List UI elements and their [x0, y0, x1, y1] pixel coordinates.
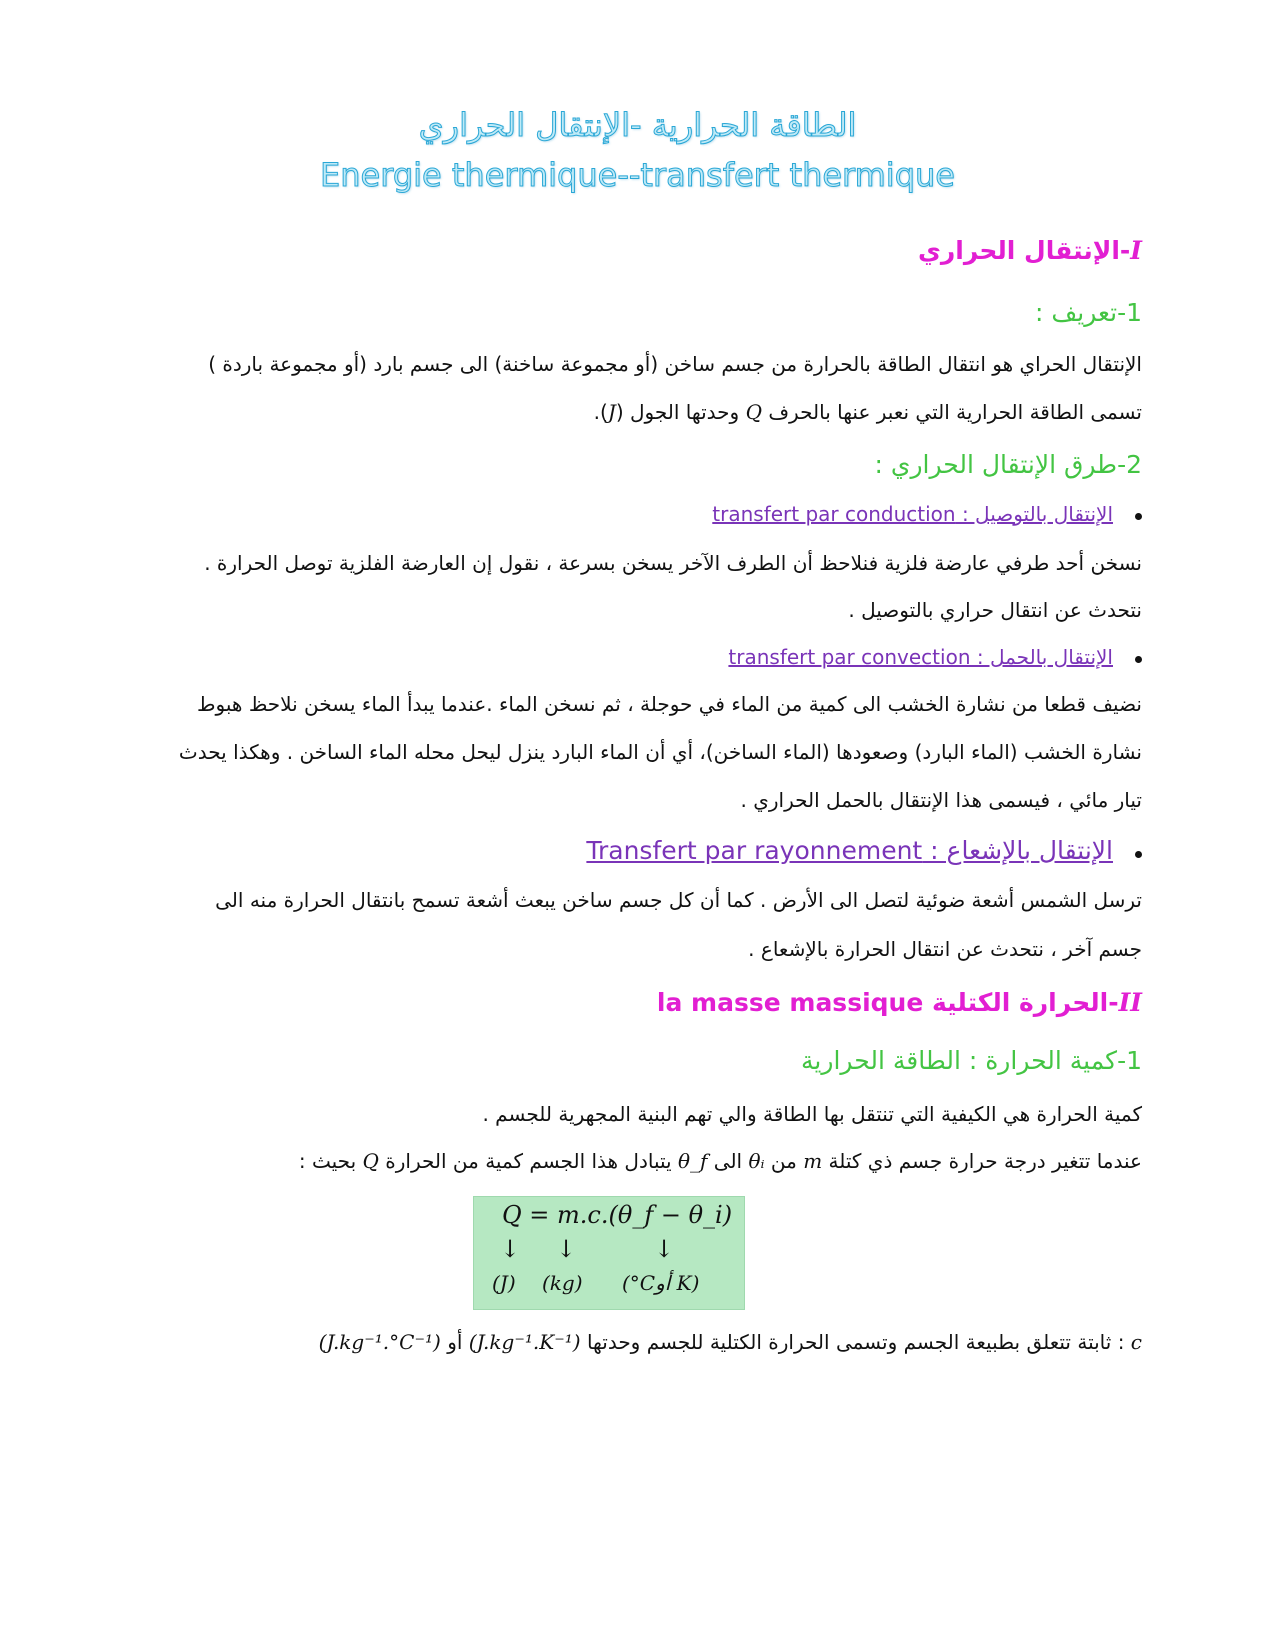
conduction-paragraph-2: نتحدث عن انتقال حراري بالتوصيل . [848, 598, 1142, 622]
heat-text-e: بحيث : [298, 1149, 357, 1173]
document-title [0, 100, 1275, 200]
definition-text-b: وحدتها الجول ( [615, 400, 740, 424]
symbol-c: c [1130, 1330, 1142, 1354]
definition-text-c: ). [593, 400, 608, 424]
heat-formula: Q = m.c.(θ_f − θ_i) [502, 1201, 733, 1229]
title-french: Energie thermique--transfert thermique [320, 156, 955, 194]
definition-line-1: الإنتقال الحراي هو انتقال الطاقة بالحرارة من جسم ساخن (أو مجموعة ساخنة) الى جسم بارد (أو مجموعة باردة ) [208, 352, 1142, 376]
section-1-number: I [1130, 236, 1142, 265]
unit-j-kg-c: (J.kg⁻¹.°C⁻¹) [318, 1330, 441, 1354]
methods-heading: 2-طرق الإنتقال الحراري : [874, 450, 1142, 479]
section-2-title: -الحرارة الكتلية la masse massique [656, 988, 1119, 1017]
title-arabic: الطاقة الحرارية -الإنتقال الحراري [418, 106, 857, 144]
unit-temperature: (°Cأو K) [622, 1271, 700, 1295]
radiation-label: الإنتقال بالإشعاع : Transfert par rayonnement [586, 836, 1113, 865]
definition-line-2 [594, 400, 1142, 424]
heat-text-c: الى [713, 1149, 743, 1173]
bullet-conduction [712, 502, 1142, 526]
symbol-j: J [607, 400, 616, 424]
convection-label: الإنتقال بالحمل : transfert par convection [728, 645, 1113, 669]
radiation-paragraph-2: جسم آخر ، نتحدث عن انتقال الحرارة بالإشعاع . [748, 937, 1142, 961]
symbol-theta-i: θᵢ [748, 1149, 765, 1173]
unit-j-kg-k: (J.kg⁻¹.K⁻¹) [468, 1330, 581, 1354]
radiation-paragraph-1: ترسل الشمس أشعة ضوئية لتصل الى الأرض . كما أن كل جسم ساخن يبعث أشعة تسمح بانتقال الحرارة منه الى [215, 888, 1142, 912]
convection-paragraph-1: نضيف قطعا من نشارة الخشب الى كمية من الماء في حوجلة ، ثم نسخن الماء .عندما يبدأ الماء يسخن نلاحظ هبوط [197, 692, 1142, 716]
or-text: أو [447, 1330, 463, 1354]
heat-paragraph-2 [299, 1149, 1142, 1173]
conduction-paragraph-1: نسخن أحد طرفي عارضة فلزية فنلاحظ أن الطرف الآخر يسخن بسرعة ، نقول إن العارضة الفلزية توصل الحرارة . [204, 551, 1142, 575]
specific-heat-text: : ثابتة تتعلق بطبيعة الجسم وتسمى الحرارة الكتلية للجسم وحدتها [586, 1330, 1125, 1354]
bullet-dot-icon [1135, 851, 1142, 858]
unit-kilogram: (kg) [542, 1271, 583, 1295]
arrow-down-icon: ↓ [654, 1235, 675, 1263]
bullet-convection [728, 645, 1142, 669]
section-1-title: -الإنتقال الحراري [917, 236, 1131, 265]
bullet-dot-icon [1135, 513, 1142, 520]
convection-paragraph-3: تيار مائي ، فيسمى هذا الإنتقال بالحمل الحراري . [740, 788, 1142, 812]
symbol-q: Q [362, 1149, 379, 1173]
convection-paragraph-2: نشارة الخشب (الماء البارد) وصعودها (الماء الساخن)، أي أن الماء البارد ينزل ليحل محله الماء الساخن . وهكذا يحدث [178, 740, 1142, 764]
heat-paragraph-1: كمية الحرارة هي الكيفية التي تنتقل بها الطاقة والي تهم البنية المجهرية للجسم . [482, 1102, 1142, 1126]
arrow-down-icon: ↓ [500, 1235, 521, 1263]
bullet-radiation [586, 836, 1142, 865]
section-2-number: II [1118, 988, 1142, 1017]
heat-text-d: يتبادل هذا الجسم كمية من الحرارة [385, 1149, 672, 1173]
bullet-dot-icon [1135, 656, 1142, 663]
definition-text-a: تسمى الطاقة الحرارية التي نعبر عنها بالحرف [768, 400, 1142, 424]
heat-formula-box [473, 1196, 745, 1310]
section-1-heading [918, 236, 1142, 265]
specific-heat-line [319, 1330, 1142, 1354]
symbol-q: Q [745, 400, 762, 424]
section-2-heading [657, 988, 1142, 1017]
symbol-theta-f: θ_f [677, 1149, 708, 1173]
heat-text-b: من [770, 1149, 797, 1173]
heat-quantity-heading: 1-كمية الحرارة : الطاقة الحرارية [801, 1046, 1142, 1075]
heat-text-a: عندما تتغير درجة حرارة جسم ذي كتلة [828, 1149, 1142, 1173]
definition-heading: 1-تعريف : [1035, 298, 1142, 327]
unit-joule: (J) [492, 1271, 516, 1295]
conduction-label: الإنتقال بالتوصيل : transfert par conduction [712, 502, 1113, 526]
symbol-m: m [803, 1149, 823, 1173]
arrow-down-icon: ↓ [556, 1235, 577, 1263]
